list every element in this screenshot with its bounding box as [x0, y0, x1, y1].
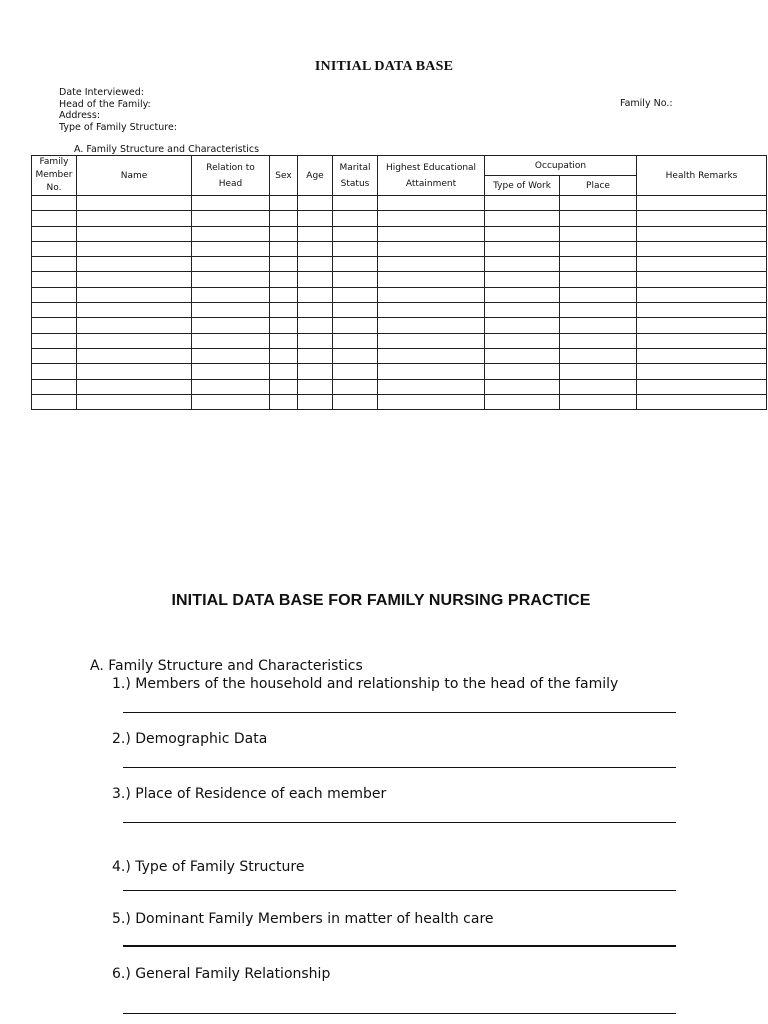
table-cell[interactable]	[560, 333, 637, 348]
table-cell[interactable]	[32, 287, 77, 302]
table-cell[interactable]	[485, 196, 560, 211]
table-cell[interactable]	[270, 364, 298, 379]
table-cell[interactable]	[32, 333, 77, 348]
table-cell[interactable]	[77, 196, 192, 211]
table-cell[interactable]	[32, 257, 77, 272]
table-cell[interactable]	[378, 333, 485, 348]
table-cell[interactable]	[298, 196, 333, 211]
header-marital: Marital Status	[333, 156, 378, 196]
table-cell[interactable]	[333, 303, 378, 318]
table-cell[interactable]	[298, 394, 333, 409]
table-cell[interactable]	[637, 211, 767, 226]
table-cell[interactable]	[333, 241, 378, 256]
table-cell[interactable]	[270, 241, 298, 256]
table-cell[interactable]	[485, 226, 560, 241]
answer-line-1[interactable]	[123, 712, 676, 713]
table-cell[interactable]	[192, 303, 270, 318]
table-cell[interactable]	[333, 348, 378, 363]
table-cell[interactable]	[333, 287, 378, 302]
table-cell[interactable]	[77, 379, 192, 394]
table-cell[interactable]	[378, 196, 485, 211]
header-occupation: Occupation	[485, 156, 637, 176]
table-cell[interactable]	[298, 226, 333, 241]
table-cell[interactable]	[637, 379, 767, 394]
table-cell[interactable]	[333, 211, 378, 226]
table-cell[interactable]	[32, 303, 77, 318]
family-structure-table	[31, 155, 767, 410]
table-cell[interactable]	[77, 272, 192, 287]
table-cell[interactable]	[560, 196, 637, 211]
address-label: Address:	[59, 110, 101, 121]
table-cell[interactable]	[485, 257, 560, 272]
table-cell[interactable]	[270, 196, 298, 211]
table-cell[interactable]	[560, 287, 637, 302]
header-education: Highest Educational Attainment	[378, 156, 485, 196]
table-row	[32, 364, 767, 379]
table-cell[interactable]	[77, 318, 192, 333]
table-cell[interactable]	[637, 394, 767, 409]
table-cell[interactable]	[32, 394, 77, 409]
table-cell[interactable]	[485, 303, 560, 318]
table-cell[interactable]	[637, 196, 767, 211]
table-cell[interactable]	[270, 272, 298, 287]
table-cell[interactable]	[378, 211, 485, 226]
table-cell[interactable]	[637, 226, 767, 241]
table-cell[interactable]	[560, 364, 637, 379]
table-cell[interactable]	[270, 211, 298, 226]
table-cell[interactable]	[270, 226, 298, 241]
table-cell[interactable]	[333, 318, 378, 333]
answer-line-4[interactable]	[123, 890, 676, 891]
table-cell[interactable]	[637, 318, 767, 333]
table-cell[interactable]	[270, 303, 298, 318]
table-cell[interactable]	[637, 257, 767, 272]
table-cell[interactable]	[192, 379, 270, 394]
table-cell[interactable]	[270, 394, 298, 409]
table-cell[interactable]	[333, 394, 378, 409]
table-row	[32, 241, 767, 256]
header-relation: Relation to Head	[192, 156, 270, 196]
header-age: Age	[298, 156, 333, 196]
table-cell[interactable]	[192, 241, 270, 256]
answer-line-5[interactable]	[123, 945, 676, 947]
table-cell[interactable]	[378, 241, 485, 256]
table-cell[interactable]	[560, 303, 637, 318]
table-cell[interactable]	[333, 379, 378, 394]
table-cell[interactable]	[270, 379, 298, 394]
table-cell[interactable]	[77, 394, 192, 409]
table-cell[interactable]	[77, 303, 192, 318]
head-of-family-label: Head of the Family:	[59, 98, 151, 110]
table-cell[interactable]	[637, 287, 767, 302]
table-cell[interactable]	[485, 241, 560, 256]
table-cell[interactable]	[560, 348, 637, 363]
table-cell[interactable]	[32, 196, 77, 211]
question-6: 6.) General Family Relationship	[112, 966, 331, 982]
table-row	[32, 196, 767, 211]
table-cell[interactable]	[560, 226, 637, 241]
table-cell[interactable]	[192, 287, 270, 302]
table-cell[interactable]	[485, 379, 560, 394]
table-cell[interactable]	[333, 196, 378, 211]
table-row	[32, 226, 767, 241]
table-cell[interactable]	[192, 272, 270, 287]
table-cell[interactable]	[192, 364, 270, 379]
table-cell[interactable]	[485, 318, 560, 333]
header-name: Name	[77, 156, 192, 196]
family-no-label: Family No.:	[620, 98, 673, 109]
table-cell[interactable]	[77, 211, 192, 226]
table-cell[interactable]	[378, 364, 485, 379]
table-cell[interactable]	[298, 348, 333, 363]
table-cell[interactable]	[560, 272, 637, 287]
table-cell[interactable]	[270, 333, 298, 348]
answer-line-2[interactable]	[123, 767, 676, 768]
table-cell[interactable]	[298, 272, 333, 287]
table-cell[interactable]	[77, 226, 192, 241]
table-cell[interactable]	[637, 272, 767, 287]
table-cell[interactable]	[298, 318, 333, 333]
table-cell[interactable]	[485, 348, 560, 363]
table-cell[interactable]	[32, 272, 77, 287]
table-cell[interactable]	[77, 348, 192, 363]
table-cell[interactable]	[298, 211, 333, 226]
table-cell[interactable]	[77, 287, 192, 302]
table-row	[32, 303, 767, 318]
table-cell[interactable]	[192, 196, 270, 211]
table-cell[interactable]	[32, 318, 77, 333]
table-cell[interactable]	[560, 394, 637, 409]
table-cell[interactable]	[560, 211, 637, 226]
table-cell[interactable]	[298, 303, 333, 318]
table-cell[interactable]	[298, 379, 333, 394]
table-row	[32, 394, 767, 409]
question-4: 4.) Type of Family Structure	[112, 859, 305, 875]
header-sex: Sex	[270, 156, 298, 196]
table-cell[interactable]	[378, 287, 485, 302]
table-cell[interactable]	[77, 257, 192, 272]
table-cell[interactable]	[298, 257, 333, 272]
answer-line-6[interactable]	[123, 1013, 676, 1014]
question-3: 3.) Place of Residence of each member	[112, 786, 387, 802]
table-cell[interactable]	[77, 333, 192, 348]
form-title: INITIAL DATA BASE	[314, 59, 454, 74]
answer-line-3[interactable]	[123, 822, 676, 823]
table-cell[interactable]	[192, 226, 270, 241]
table-cell[interactable]	[333, 364, 378, 379]
table-row	[32, 211, 767, 226]
table-cell[interactable]	[637, 348, 767, 363]
table-cell[interactable]	[485, 364, 560, 379]
table-cell[interactable]	[298, 333, 333, 348]
table-cell[interactable]	[333, 272, 378, 287]
table-cell[interactable]	[485, 211, 560, 226]
table-cell[interactable]	[560, 379, 637, 394]
table-row	[32, 287, 767, 302]
table-cell[interactable]	[270, 318, 298, 333]
table-cell[interactable]	[378, 379, 485, 394]
table-cell[interactable]	[32, 211, 77, 226]
table-cell[interactable]	[378, 226, 485, 241]
table-cell[interactable]	[298, 364, 333, 379]
table-cell[interactable]	[192, 318, 270, 333]
table-cell[interactable]	[637, 303, 767, 318]
table-cell[interactable]	[298, 287, 333, 302]
table-cell[interactable]	[298, 241, 333, 256]
table-cell[interactable]	[378, 272, 485, 287]
table-section-heading: A. Family Structure and Characteristics	[74, 144, 260, 155]
table-cell[interactable]	[333, 226, 378, 241]
practice-title: INITIAL DATA BASE FOR FAMILY NURSING PRACTICE	[171, 592, 591, 609]
table-cell[interactable]	[32, 241, 77, 256]
table-cell[interactable]	[485, 394, 560, 409]
table-row	[32, 379, 767, 394]
table-cell[interactable]	[192, 333, 270, 348]
table-cell[interactable]	[378, 394, 485, 409]
table-cell[interactable]	[560, 318, 637, 333]
table-cell[interactable]	[32, 226, 77, 241]
header-health-remarks: Health Remarks	[637, 156, 767, 196]
practice-section-heading: A. Family Structure and Characteristics	[90, 658, 363, 674]
table-cell[interactable]	[560, 241, 637, 256]
table-cell[interactable]	[560, 257, 637, 272]
table-row	[32, 272, 767, 287]
table-cell[interactable]	[378, 318, 485, 333]
table-cell[interactable]	[192, 394, 270, 409]
header-type-of-work: Type of Work	[485, 176, 560, 196]
table-cell[interactable]	[32, 364, 77, 379]
table-cell[interactable]	[270, 287, 298, 302]
table-cell[interactable]	[77, 241, 192, 256]
table-cell[interactable]	[485, 287, 560, 302]
table-cell[interactable]	[270, 257, 298, 272]
question-5: 5.) Dominant Family Members in matter of health care	[112, 911, 494, 927]
family-structure-type-label: Type of Family Structure:	[59, 121, 177, 133]
table-cell[interactable]	[637, 364, 767, 379]
question-1: 1.) Members of the household and relationship to the head of the family	[112, 676, 619, 692]
date-interviewed-label: Date Interviewed:	[59, 87, 144, 98]
table-cell[interactable]	[637, 241, 767, 256]
table-cell[interactable]	[485, 333, 560, 348]
table-cell[interactable]	[192, 257, 270, 272]
table-cell[interactable]	[333, 333, 378, 348]
table-cell[interactable]	[32, 379, 77, 394]
table-cell[interactable]	[192, 211, 270, 226]
table-cell[interactable]	[77, 364, 192, 379]
table-cell[interactable]	[270, 348, 298, 363]
table-cell[interactable]	[637, 333, 767, 348]
table-cell[interactable]	[333, 257, 378, 272]
table-row	[32, 333, 767, 348]
table-row	[32, 257, 767, 272]
table-row	[32, 348, 767, 363]
table-cell[interactable]	[378, 348, 485, 363]
header-place: Place	[560, 176, 637, 196]
table-cell[interactable]	[192, 348, 270, 363]
table-cell[interactable]	[485, 272, 560, 287]
table-row	[32, 318, 767, 333]
header-member-no: Family Member No.	[32, 156, 77, 196]
table-body	[32, 196, 767, 410]
table-cell[interactable]	[378, 257, 485, 272]
form-header-fields	[59, 87, 177, 133]
table-cell[interactable]	[32, 348, 77, 363]
question-2: 2.) Demographic Data	[112, 731, 268, 747]
table-cell[interactable]	[378, 303, 485, 318]
